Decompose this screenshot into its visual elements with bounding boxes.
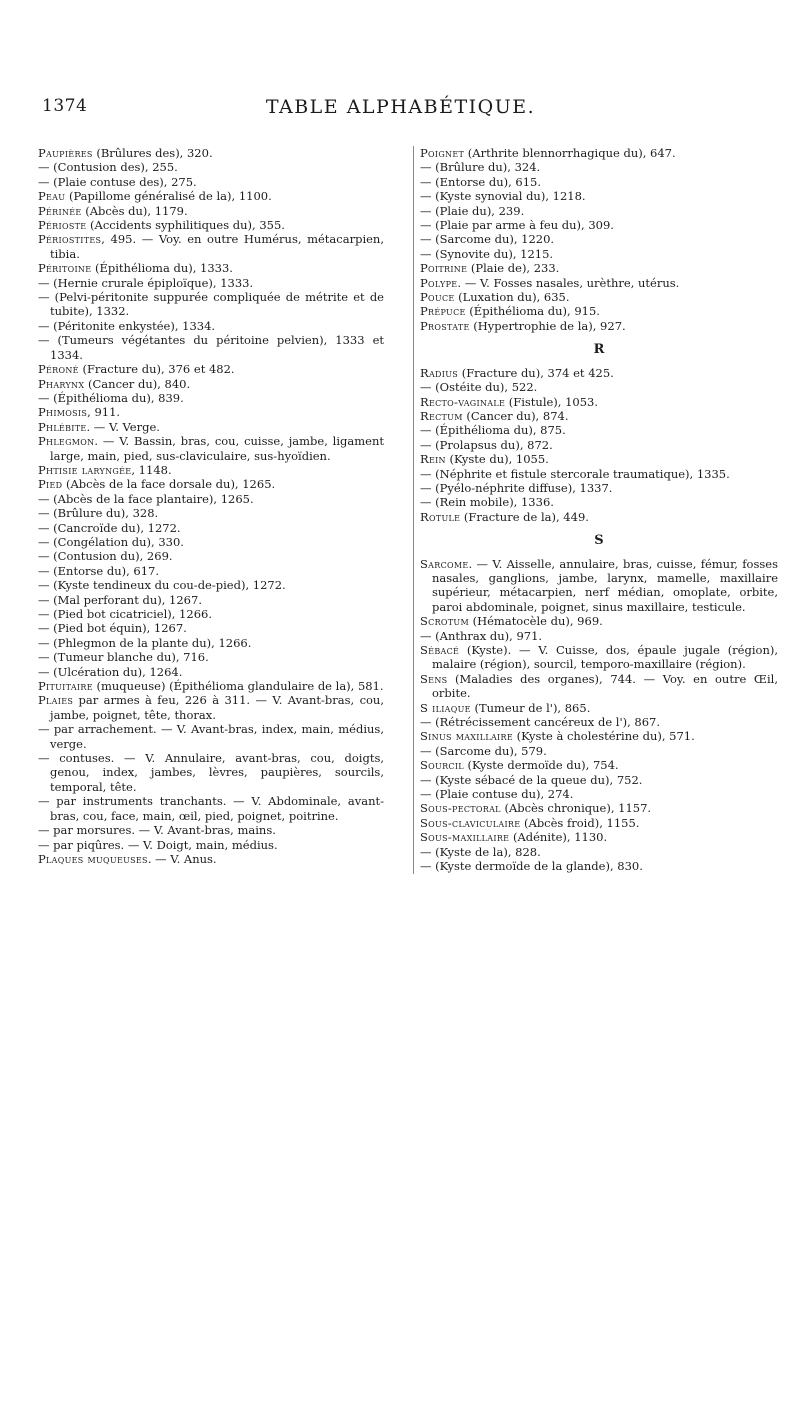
- index-entry: [38, 420, 384, 434]
- index-entry-text: , 495. — Voy. en outre Humérus, métacarpien, tibia.: [50, 232, 384, 261]
- index-term: Phimosis: [38, 405, 88, 420]
- index-entry-text: — (Péritonite enkystée), 1334.: [38, 318, 216, 333]
- index-entry: [420, 758, 778, 772]
- index-entry-text: (Accidents syphilitiques du), 355.: [86, 218, 285, 233]
- index-term: Peau: [38, 189, 66, 204]
- index-entry: [38, 204, 384, 218]
- index-entry-text: — (Plaie contuse du), 274.: [420, 787, 574, 802]
- index-entry-text: — (Anthrax du), 971.: [420, 628, 543, 643]
- index-term: Sarcome: [420, 556, 469, 571]
- index-entry: [38, 319, 384, 333]
- index-entry: [38, 434, 384, 463]
- index-entry-text: — par instruments tranchants. — V. Abdominale, avant-bras, cou, face, main, œil, pied, poignet, poitrine.: [38, 794, 384, 823]
- left-column: [38, 146, 384, 874]
- section-letter-r: R: [593, 342, 605, 358]
- index-entry-text: (Adénite), 1130.: [509, 830, 608, 845]
- page-title: TABLE ALPHABÉTIQUE.: [265, 96, 536, 118]
- index-entry: [420, 409, 778, 423]
- page-header: [24, 96, 777, 124]
- index-entry: [38, 535, 384, 549]
- index-entry-text: (Brûlures des), 320.: [92, 146, 213, 160]
- index-term: Poignet: [420, 146, 465, 160]
- index-term: Sens: [420, 671, 448, 686]
- index-entry: [420, 232, 778, 246]
- index-term: Sourcil: [420, 758, 464, 773]
- index-list-p-left: [38, 146, 384, 866]
- index-entry: [420, 146, 778, 160]
- index-entry-text: — (Contusion des), 255.: [38, 160, 178, 175]
- index-term: Sous-claviculaire: [420, 815, 521, 830]
- index-term: Phlébite: [38, 419, 87, 434]
- index-entry-text: par armes à feu, 226 à 311. — V. Avant-bras, cou, jambe, poignet, tête, thorax.: [50, 693, 384, 722]
- index-term: Plaques muqueuses: [38, 851, 148, 866]
- index-entry: [420, 773, 778, 787]
- index-entry-text: . — V. Fosses nasales, urèthre, utérus.: [457, 275, 680, 290]
- index-entry-text: — (Pyélo-néphrite diffuse), 1337.: [420, 480, 613, 495]
- index-entry: [420, 557, 778, 615]
- index-entry-text: — (Néphrite et fistule stercorale traumatique), 1335.: [420, 466, 730, 481]
- index-term: Scrotum: [420, 614, 469, 629]
- right-column: [413, 146, 778, 874]
- index-entry-text: — (Pelvi-péritonite suppurée compliquée de métrite et de tubite), 1332.: [38, 290, 384, 319]
- index-list-r: [420, 366, 778, 524]
- index-entry-text: — (Synovite du), 1215.: [420, 246, 554, 261]
- index-entry: [38, 823, 384, 837]
- index-entry-text: . — V. Bassin, bras, cou, cuisse, jambe, ligament large, main, pied, sus-claviculaire, sus-hyoïdien.: [50, 434, 384, 463]
- index-entry-text: — (Congélation du), 330.: [38, 534, 184, 549]
- index-term: Phlegmon: [38, 434, 95, 449]
- index-entry: [420, 175, 778, 189]
- index-term: Périoste: [38, 218, 87, 233]
- index-entry-text: (Abcès du), 1179.: [81, 203, 188, 218]
- index-term: Rotule: [420, 509, 461, 524]
- index-term: Rectum: [420, 408, 463, 423]
- index-entry: [420, 510, 778, 524]
- index-entry-text: . — V. Aisselle, annulaire, bras, cuisse, fémur, fosses nasales, ganglions, jambe, larynx, mamelle, maxillaire supérieur, métacarpien, nerf médian, omoplate, orbite, paroi abdominale, poignet, sinus maxillaire, testicule.: [432, 556, 778, 614]
- index-term: Pharynx: [38, 376, 85, 391]
- index-entry-text: — (Cancroïde du), 1272.: [38, 520, 181, 535]
- index-entry-text: — par piqûres. — V. Doigt, main, médius.: [38, 837, 278, 852]
- index-list-s: [420, 557, 778, 874]
- index-entry-text: — (Plaie par arme à feu du), 309.: [420, 218, 614, 233]
- index-term: Périnée: [38, 203, 82, 218]
- section-letter-s: S: [594, 533, 604, 549]
- index-entry: [38, 578, 384, 592]
- index-entry: [420, 614, 778, 628]
- index-term: Pied: [38, 477, 63, 492]
- index-entry-text: — (Sarcome du), 1220.: [420, 232, 555, 247]
- index-term: Périostites: [38, 232, 102, 247]
- index-entry-text: (Maladies des organes), 744. — Voy. en outre Œil, orbite.: [432, 671, 778, 701]
- index-term: Plaies: [38, 693, 74, 708]
- index-term: Phtisie laryngée: [38, 462, 132, 477]
- index-entry: [420, 452, 778, 466]
- index-entry-text: (muqueuse) (Épithélioma glandulaire de la), 581.: [92, 679, 384, 694]
- index-entry: [38, 218, 384, 232]
- index-term: Sous-maxillaire: [420, 830, 510, 845]
- index-entry-text: — (Sarcome du), 579.: [420, 743, 547, 758]
- index-entry-text: — (Brûlure du), 328.: [38, 506, 159, 521]
- index-entry: [420, 380, 778, 394]
- index-term: Paupières: [38, 146, 93, 160]
- index-entry-text: (Luxation du), 635.: [454, 290, 570, 305]
- index-entry: [38, 751, 384, 794]
- index-entry: [420, 467, 778, 481]
- index-entry: [420, 816, 778, 830]
- index-entry: [38, 621, 384, 635]
- index-entry: [420, 787, 778, 801]
- index-term: Sous-pectoral: [420, 801, 501, 816]
- index-entry: [38, 549, 384, 563]
- index-entry-text: (Arthrite blennorrhagique du), 647.: [464, 146, 676, 160]
- index-entry-text: — (Plaie contuse des), 275.: [38, 174, 197, 189]
- index-term: S iliaque: [420, 700, 471, 715]
- index-entry: [420, 629, 778, 643]
- index-entry-text: . — V. Anus.: [147, 851, 217, 866]
- index-entry: [38, 146, 384, 160]
- index-entry: [38, 232, 384, 261]
- index-entry: [38, 160, 384, 174]
- index-entry: [38, 290, 384, 319]
- index-entry: [420, 395, 778, 409]
- index-entry: [420, 160, 778, 174]
- index-entry-text: , 911.: [87, 405, 121, 420]
- index-entry-text: (Fracture de la), 449.: [460, 509, 589, 524]
- index-entry: [420, 845, 778, 859]
- index-entry: [38, 463, 384, 477]
- index-entry: [420, 247, 778, 261]
- index-entry-text: — contuses. — V. Annulaire, avant-bras, cou, doigts, genou, index, jambes, lèvres, paupières, sourcils, temporal, tête.: [38, 751, 384, 794]
- index-entry-text: — (Rétrécissement cancéreux de l'), 867.: [420, 715, 661, 730]
- index-entry: [38, 521, 384, 535]
- index-entry: [420, 859, 778, 873]
- index-entry: [38, 405, 384, 419]
- index-entry: [38, 261, 384, 275]
- index-entry-text: — (Tumeurs végétantes du péritoine pelvien), 1333 et 1334.: [38, 333, 384, 362]
- index-entry: [38, 362, 384, 376]
- index-entry-text: — (Entorse du), 617.: [38, 563, 160, 578]
- index-entry-text: (Hématocèle du), 969.: [468, 614, 603, 629]
- index-entry: [420, 366, 778, 380]
- index-entry-text: — (Pied bot cicatriciel), 1266.: [38, 607, 212, 621]
- index-term: Péritoine: [38, 261, 92, 276]
- index-entry: [38, 276, 384, 290]
- index-entry: [420, 495, 778, 509]
- index-entry: [420, 218, 778, 232]
- index-term: Péroné: [38, 362, 79, 377]
- index-entry: [420, 830, 778, 844]
- index-entry: [420, 423, 778, 437]
- index-entry: [38, 333, 384, 362]
- index-entry-text: (Cancer du), 874.: [462, 408, 569, 423]
- index-entry-text: — (Phlegmon de la plante du), 1266.: [38, 635, 252, 650]
- index-entry-text: — (Épithélioma du), 875.: [420, 423, 566, 438]
- index-entry: [38, 506, 384, 520]
- index-entry-text: (Épithélioma du), 915.: [465, 304, 600, 319]
- index-columns: [38, 146, 778, 874]
- index-entry-text: — (Pied bot équin), 1267.: [38, 621, 187, 636]
- index-entry-text: — (Tumeur blanche du), 716.: [38, 650, 209, 665]
- index-entry-text: (Fracture du), 376 et 482.: [78, 362, 235, 377]
- index-term: Sébacé: [420, 643, 460, 657]
- index-entry: [420, 643, 778, 672]
- index-entry: [38, 794, 384, 823]
- index-entry: [420, 261, 778, 275]
- index-entry: [420, 744, 778, 758]
- index-entry-text: (Abcès froid), 1155.: [520, 815, 640, 830]
- index-term: Radius: [420, 365, 459, 380]
- index-term: Recto-vaginale: [420, 394, 506, 409]
- index-entry-text: (Cancer du), 840.: [84, 376, 191, 391]
- index-entry-text: — (Ulcération du), 1264.: [38, 664, 183, 679]
- index-entry: [38, 189, 384, 203]
- index-entry-text: — (Ostéite du), 522.: [420, 380, 538, 395]
- index-entry: [38, 477, 384, 491]
- index-entry: [420, 701, 778, 715]
- index-entry-text: (Abcès chronique), 1157.: [500, 801, 652, 816]
- index-entry: [420, 438, 778, 452]
- index-entry-text: (Papillome généralisé de la), 1100.: [65, 189, 272, 204]
- index-entry: [38, 492, 384, 506]
- index-entry-text: — (Hernie crurale épiploïque), 1333.: [38, 275, 254, 290]
- index-entry-text: , 1148.: [131, 462, 172, 477]
- index-entry: [420, 715, 778, 729]
- index-entry-text: — (Brûlure du), 324.: [420, 160, 541, 175]
- index-entry-text: — (Kyste synovial du), 1218.: [420, 189, 586, 204]
- index-entry-text: (Hypertrophie de la), 927.: [469, 318, 626, 333]
- index-entry-text: — (Abcès de la face plantaire), 1265.: [38, 491, 254, 506]
- index-entry-text: — (Contusion du), 269.: [38, 549, 173, 564]
- index-entry: [420, 801, 778, 815]
- index-entry-text: — (Mal perforant du), 1267.: [38, 592, 202, 607]
- index-term: Polype: [420, 275, 458, 290]
- index-entry: [420, 729, 778, 743]
- index-entry: [38, 679, 384, 693]
- index-entry: [38, 693, 384, 722]
- index-entry: [38, 722, 384, 751]
- index-entry-text: (Plaie de), 233.: [467, 261, 560, 276]
- index-entry: [38, 377, 384, 391]
- index-term: Prépuce: [420, 304, 466, 319]
- index-entry: [420, 189, 778, 203]
- index-entry-text: — (Entorse du), 615.: [420, 174, 542, 189]
- index-entry-text: (Kyste du), 1055.: [445, 452, 549, 467]
- index-entry-text: (Tumeur de l'), 865.: [470, 700, 591, 715]
- index-entry-text: (Épithélioma du), 1333.: [91, 261, 233, 276]
- index-entry-text: — (Prolapsus du), 872.: [420, 437, 553, 452]
- index-term: Prostate: [420, 318, 470, 333]
- index-list-p-right: [420, 146, 778, 333]
- page-number: 1374: [42, 96, 88, 116]
- index-entry: [420, 290, 778, 304]
- index-term: Pouce: [420, 290, 455, 305]
- index-entry: [38, 607, 384, 621]
- index-term: Pituitaire: [38, 679, 93, 694]
- index-entry: [420, 304, 778, 318]
- index-term: Rein: [420, 452, 446, 467]
- index-entry: [38, 665, 384, 679]
- index-entry: [420, 319, 778, 333]
- index-entry-text: (Fistule), 1053.: [505, 394, 599, 409]
- index-term: Sinus maxillaire: [420, 729, 513, 744]
- index-entry: [38, 391, 384, 405]
- index-entry-text: (Kyste à cholestérine du), 571.: [512, 729, 695, 744]
- index-entry-text: — (Kyste de la), 828.: [420, 844, 541, 859]
- index-entry: [420, 276, 778, 290]
- index-entry-text: . — V. Verge.: [86, 419, 160, 434]
- index-entry-text: — (Plaie du), 239.: [420, 203, 525, 218]
- index-entry: [38, 650, 384, 664]
- index-entry-text: — (Kyste dermoïde de la glande), 830.: [420, 859, 643, 874]
- index-entry: [38, 593, 384, 607]
- index-entry-text: — (Rein mobile), 1336.: [420, 495, 554, 510]
- index-entry-text: (Kyste). — V. Cuisse, dos, épaule jugale (région), malaire (région), sourcil, temporo-maxillaire (région).: [432, 643, 778, 672]
- index-entry-text: — par arrachement. — V. Avant-bras, index, main, médius, verge.: [38, 722, 384, 751]
- index-entry: [38, 636, 384, 650]
- index-entry: [420, 672, 778, 701]
- index-entry: [420, 204, 778, 218]
- index-entry-text: — (Kyste sébacé de la queue du), 752.: [420, 772, 643, 787]
- index-entry-text: (Abcès de la face dorsale du), 1265.: [62, 477, 276, 492]
- index-entry-text: (Fracture du), 374 et 425.: [458, 365, 614, 380]
- index-entry-text: (Kyste dermoïde du), 754.: [463, 758, 619, 773]
- index-entry: [38, 852, 384, 866]
- index-entry: [38, 838, 384, 852]
- index-entry: [38, 564, 384, 578]
- index-entry: [38, 175, 384, 189]
- index-entry-text: — (Épithélioma du), 839.: [38, 390, 184, 405]
- index-entry: [420, 481, 778, 495]
- index-term: Poitrine: [420, 261, 468, 276]
- index-entry-text: — par morsures. — V. Avant-bras, mains.: [38, 823, 276, 838]
- index-entry-text: — (Kyste tendineux du cou-de-pied), 1272.: [38, 578, 286, 593]
